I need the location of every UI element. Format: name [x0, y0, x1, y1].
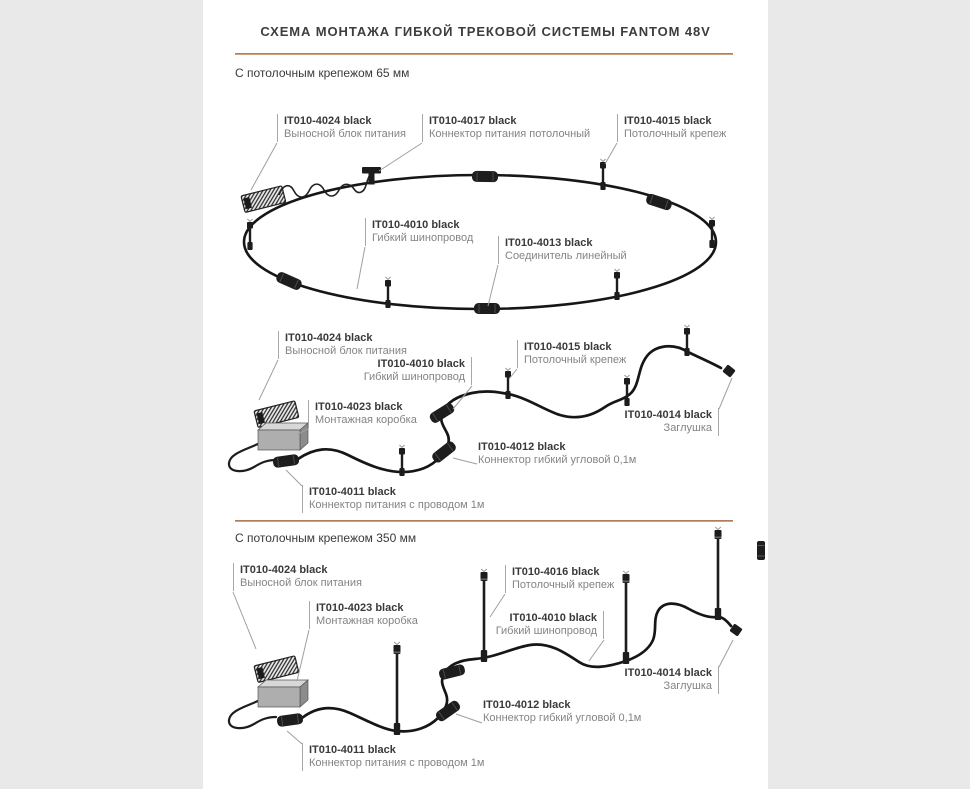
part-code: IT010-4024 black	[284, 115, 372, 127]
part-code: IT010-4010 black	[509, 612, 597, 624]
part-label-psu	[233, 563, 362, 591]
part-label-ceiling-mount	[517, 340, 626, 368]
part-code: IT010-4024 black	[240, 564, 328, 576]
part-desc: Коннектор гибкий угловой 0,1м	[483, 712, 642, 724]
part-code: IT010-4015 black	[524, 341, 612, 353]
part-label-end-cap	[625, 408, 719, 436]
part-desc: Потолочный крепеж	[524, 354, 627, 366]
section1-heading: С потолочным крепежом 65 мм	[235, 66, 410, 80]
part-desc: Коннектор питания с проводом 1м	[309, 757, 485, 769]
part-label-ceiling-mount	[505, 565, 614, 593]
part-label-flex-track	[365, 218, 473, 246]
part-desc: Выносной блок питания	[284, 128, 406, 140]
part-code: IT010-4016 black	[512, 566, 600, 578]
part-desc: Гибкий шинопровод	[495, 625, 597, 637]
part-code: IT010-4013 black	[505, 237, 593, 249]
part-label-ceiling-power-connector	[422, 114, 590, 142]
part-desc: Соединитель линейный	[505, 250, 627, 262]
part-code: IT010-4024 black	[285, 332, 373, 344]
section2-heading: С потолочным крепежом 350 мм	[235, 531, 417, 545]
part-label-flex-track	[496, 611, 604, 639]
part-code: IT010-4012 black	[483, 699, 571, 711]
part-desc: Выносной блок питания	[285, 345, 407, 357]
part-label-corner-connector	[478, 440, 636, 468]
part-label-junction-box	[309, 601, 418, 629]
part-label-power-connector	[302, 485, 484, 513]
part-code: IT010-4023 black	[315, 401, 403, 413]
part-desc: Коннектор гибкий угловой 0,1м	[478, 454, 637, 466]
part-label-linear-connector	[498, 236, 627, 264]
part-code: IT010-4015 black	[624, 115, 712, 127]
part-code: IT010-4010 black	[377, 358, 465, 370]
part-code: IT010-4011 black	[309, 486, 396, 498]
part-desc: Гибкий шинопровод	[372, 232, 474, 244]
part-code: IT010-4023 black	[316, 602, 404, 614]
part-code: IT010-4012 black	[478, 441, 566, 453]
part-label-corner-connector	[483, 698, 641, 726]
part-label-flex-track	[364, 357, 472, 385]
part-code: IT010-4014 black	[624, 667, 712, 679]
part-desc: Монтажная коробка	[316, 615, 418, 627]
part-label-power-connector	[302, 743, 484, 771]
part-code: IT010-4017 black	[429, 115, 517, 127]
part-desc: Заглушка	[663, 680, 712, 692]
part-desc: Коннектор питания потолочный	[429, 128, 591, 140]
page-title: СХЕМА МОНТАЖА ГИБКОЙ ТРЕКОВОЙ СИСТЕМЫ FANTOM 48V	[260, 24, 711, 39]
part-label-junction-box	[308, 400, 417, 428]
part-label-ceiling-mount	[617, 114, 726, 142]
part-label-psu	[278, 331, 407, 359]
part-desc: Потолочный крепеж	[512, 579, 615, 591]
part-code: IT010-4014 black	[624, 409, 712, 421]
part-code: IT010-4010 black	[372, 219, 460, 231]
part-desc: Коннектор питания с проводом 1м	[309, 499, 485, 511]
accent-divider-top	[235, 53, 733, 55]
part-label-end-cap	[625, 666, 719, 694]
part-desc: Выносной блок питания	[240, 577, 362, 589]
part-desc: Потолочный крепеж	[624, 128, 727, 140]
part-label-psu	[277, 114, 406, 142]
part-desc: Гибкий шинопровод	[363, 371, 465, 383]
accent-divider-middle	[235, 520, 733, 522]
part-desc: Заглушка	[663, 422, 712, 434]
part-desc: Монтажная коробка	[315, 414, 417, 426]
part-code: IT010-4011 black	[309, 744, 396, 756]
